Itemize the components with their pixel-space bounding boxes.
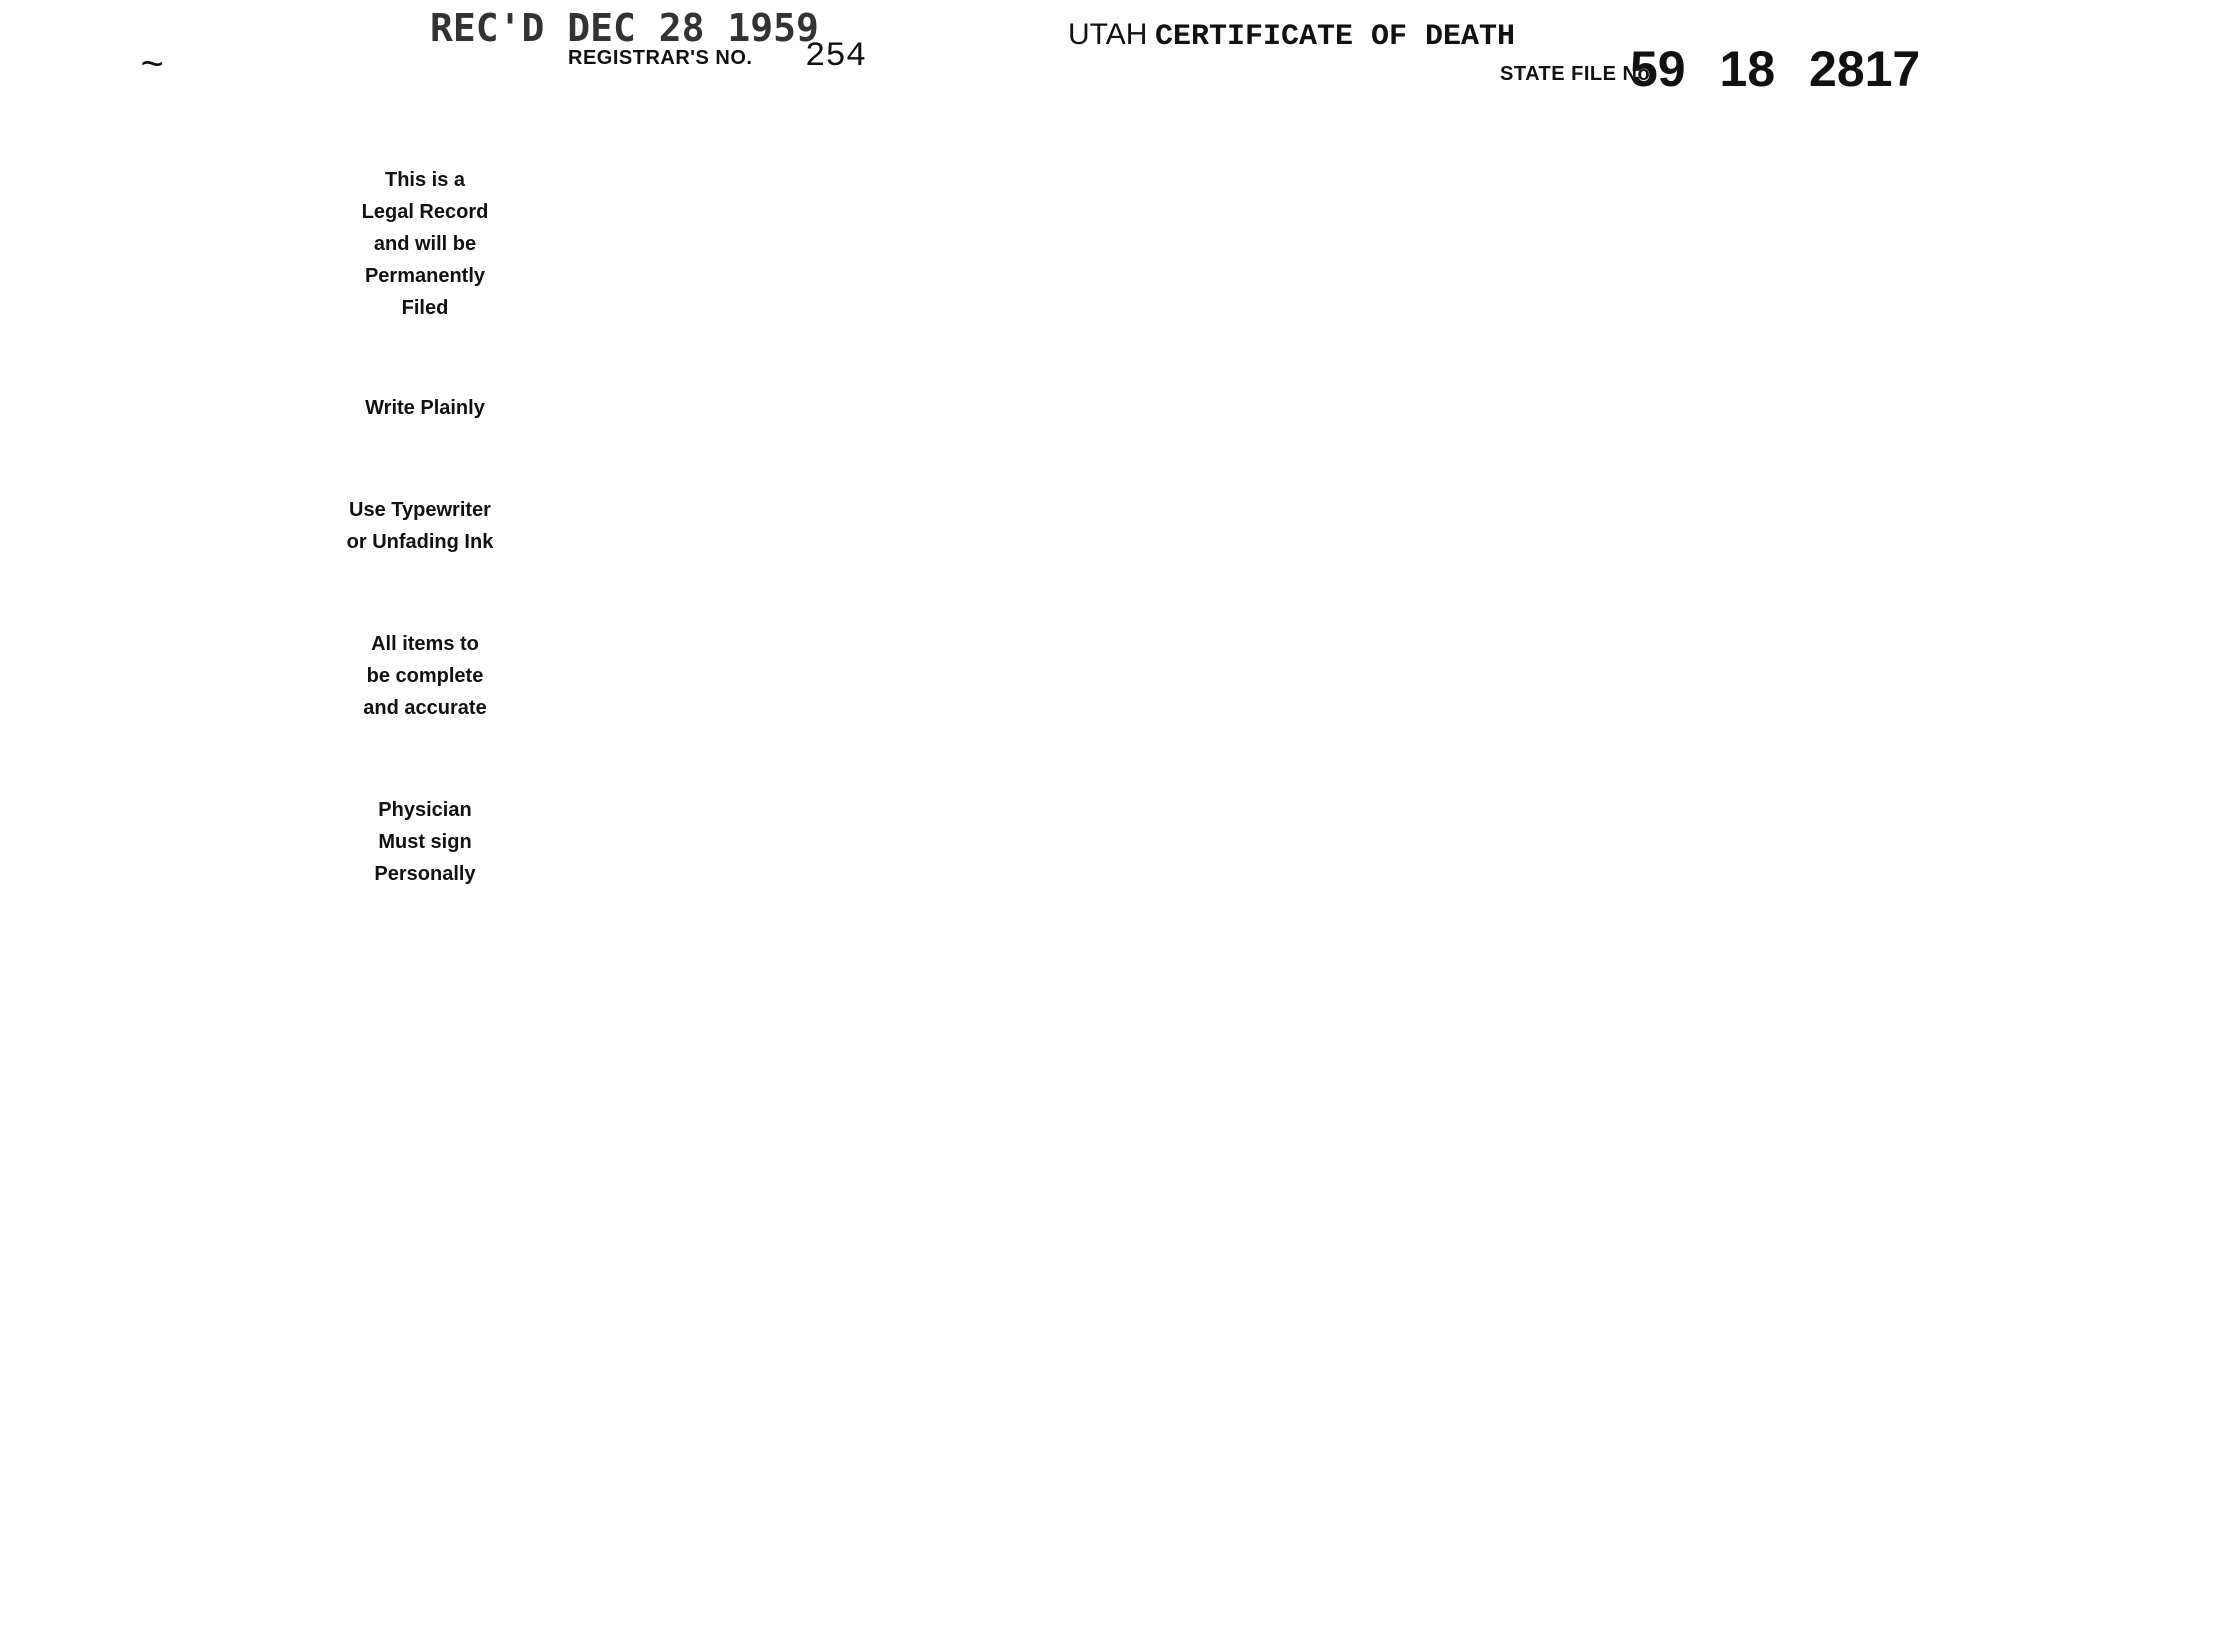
margin-note-physician: Physician Must sign Personally bbox=[374, 799, 476, 885]
state-file-no: 59 18 2817 bbox=[1630, 41, 1921, 97]
registrar-no: 254 bbox=[805, 38, 867, 76]
certificate-title bbox=[1068, 18, 1515, 54]
state-file-label: STATE FILE No. bbox=[1500, 63, 1657, 85]
margin-note-typewriter: Use Typewriter or Unfading Ink bbox=[346, 499, 494, 553]
registrar-no-label: REGISTRAR'S NO. bbox=[568, 47, 753, 69]
corner-mark: ~ bbox=[140, 42, 164, 86]
margin-note-legal: This is a Legal Record and will be Permanently Filed bbox=[361, 169, 489, 319]
title-main: CERTIFICATE OF DEATH bbox=[1154, 20, 1516, 54]
margin-note-complete: All items to be complete and accurate bbox=[363, 633, 487, 719]
margin-note-write: Write Plainly bbox=[365, 397, 485, 419]
title-prefix: UTAH bbox=[1068, 18, 1148, 51]
received-stamp: REC'D DEC 28 1959 bbox=[430, 6, 819, 50]
